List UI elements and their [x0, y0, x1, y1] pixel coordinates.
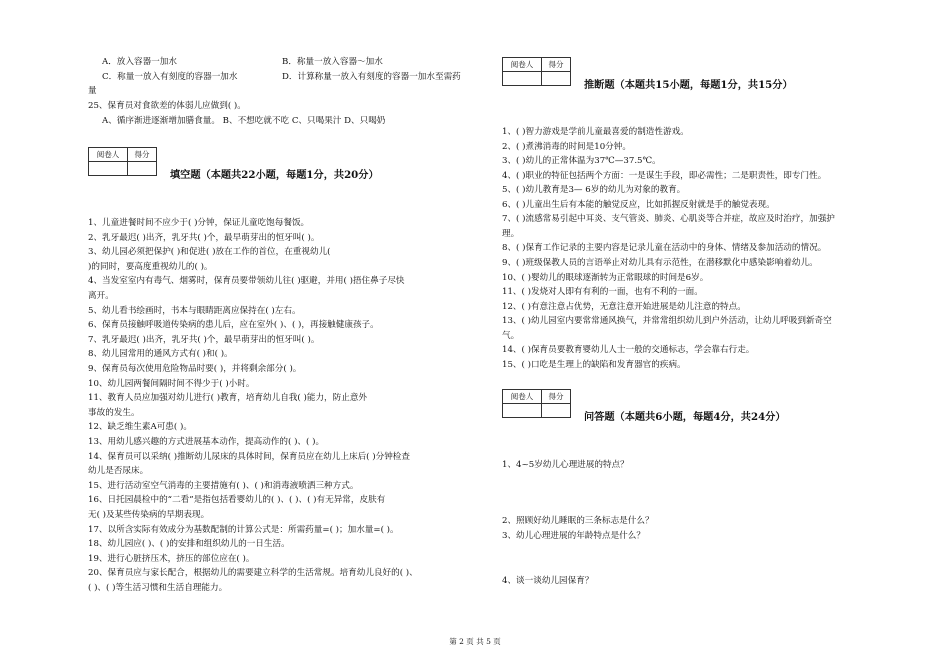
qa-question-1: 1、4~5岁幼儿心理进展的特点？	[502, 460, 629, 470]
score-points-label: 得分	[542, 58, 571, 72]
qa-question-3: 3、幼儿心理进展的年龄特点是什么？	[502, 531, 645, 541]
option-d: D．计算称量一放入有刻度的容器一加水至需药	[282, 72, 461, 82]
judge-question-line: 2、( )煮沸消毒的时间是10分钟。	[502, 141, 631, 152]
fill-question-line: 14、保育员可以采纳( )推断幼儿尿床的具体时间，保育员应在幼儿上床后( )分钟检查	[88, 451, 410, 462]
judge-question-line: 1、( )智力游戏是学前儿童最喜爱的制造性游戏。	[502, 127, 689, 137]
fill-question-line: 8、幼儿园常用的通风方式有( )和( )。	[88, 349, 233, 360]
judge-question-line: 理。	[502, 228, 520, 239]
fill-section-title: 填空题（本题共22小题，每题1分，共20分）	[170, 169, 379, 181]
fill-question-line: 事故的发生。	[88, 407, 140, 418]
fill-question-line: 10、幼儿园两餐间隔时间不得少于( )小时。	[88, 378, 255, 389]
judge-question-line: 14、( )保育员要教育婴幼儿人士一般的交通标志，学会靠右行走。	[502, 345, 755, 356]
score-reviewer-label: 阅卷人	[503, 390, 542, 404]
qa-question-2: 2、照顾好幼儿睡眠的三条标志是什么？	[502, 516, 654, 526]
option-c: C．称量一放入有刻度的容器一加水	[102, 72, 238, 82]
fill-question-line: 9、保育员每次使用危险物品时要( )，并将剩余部分( )。	[88, 364, 302, 374]
fill-question-line: 12、缺乏维生素A可患( )。	[88, 422, 192, 433]
fill-question-line: )的同时，要高度重视幼儿的( )。	[88, 261, 213, 272]
score-reviewer-label: 阅卷人	[503, 58, 542, 72]
fill-question-line: 离开。	[88, 291, 114, 301]
fill-question-line: 2、乳牙最迟( )出齐，乳牙共( )个，最早萌芽出的恒牙叫( )。	[88, 232, 320, 243]
fill-question-line: 16、日托园晨检中的“二看”是指包括看婴幼儿的( )、( )、( )有无异常，皮肤有	[88, 495, 386, 506]
fill-question-line: 幼儿是否尿床。	[88, 466, 149, 477]
judge-question-line: 11、( )发烧对人即有有利的一面，也有不利的一面。	[502, 287, 703, 298]
judge-question-line: 7、( )流感常易引起中耳炎、支气管炎、肺炎、心肌炎等合并症，故应及时治疗，加强护	[502, 214, 835, 225]
page-footer: 第 2 页 共 5 页	[449, 637, 501, 646]
judge-question-line: 15、( )口吃是生理上的缺陷和发育器官的疾病。	[502, 359, 686, 370]
fill-question-line: 1、儿童进餐时间不应少于( )分钟，保证儿童吃饱每餐饭。	[88, 218, 310, 228]
fill-question-line: 13、用幼儿感兴趣的方式进展基本动作，提高动作的( )、( )。	[88, 437, 325, 447]
fill-question-line: 18、幼儿园应( )、( )的安排和组织幼儿的一日生活。	[88, 539, 290, 550]
judge-question-line: 8、( )保育工作记录的主要内容是记录儿童在活动中的身体、情绪及参加活动的情况。	[502, 243, 827, 254]
fill-question-line: 11、教育人员应加强对幼儿进行( )教育，培育幼儿自我( )能力，防止意外	[88, 393, 368, 404]
judge-question-line: 13、( )幼儿园室内要常常通风换气，并常常组织幼儿到户外活动，让幼儿呼吸到新奇空	[502, 316, 832, 327]
score-points-label: 得分	[542, 390, 571, 404]
qa-section-title: 问答题（本题共6小题，每题4分，共24分）	[584, 411, 786, 423]
fill-question-line: 15、进行活动室空气消毒的主要措施有( )、( )和消毒液喷洒三种方式。	[88, 480, 359, 491]
option-b: B．称量一放入容器～加水	[282, 57, 383, 67]
judge-score-box	[502, 57, 571, 86]
judge-question-line: 4、( )职业的特征包括两个方面：一是谋生手段，即必需性；二是职责性，即专门性。	[502, 170, 827, 181]
fill-question-line: 4、当发室室内有毒气、烟雾时，保育员要带领幼儿往( )驱避，并用( )捂住鼻子尽快	[88, 276, 405, 287]
question-25-options: A、循序渐进逐渐增加膳食量。 B、不想吃就不吃 C、只喝果汁 D、只喝奶	[102, 116, 386, 126]
judge-question-line: 5、( )幼儿教育是3— 6岁的幼儿为对象的教育。	[502, 185, 686, 196]
fill-question-line: 6、保育员接触呼吸道传染病的患儿后，应在室外( )、( )，再接触健康孩子。	[88, 320, 379, 331]
fill-question-line: 无( )及某些传染病的早期表现。	[88, 510, 210, 520]
option-d-continued: 量	[88, 86, 97, 96]
option-a: A．放入容器一加水	[102, 57, 177, 67]
question-25: 25、保育员对食欲差的体弱儿应做到( )。	[88, 101, 246, 111]
judge-question-line: 10、( )婴幼儿的眼球逐渐转为正常眼球的时间是6岁。	[502, 272, 709, 283]
fill-question-line: 5、幼儿看书绘画时，书本与眼睛距离应保持在( )左右。	[88, 305, 301, 316]
qa-question-4: 4、谈一谈幼儿园保育？	[502, 576, 594, 586]
fill-score-box	[88, 147, 157, 176]
judge-question-line: 3、( )幼儿的正常体温为37℃—37.5℃。	[502, 156, 661, 167]
fill-question-line: 3、幼儿园必须把保护( )和促进( )放在工作的首位，在重视幼儿(	[88, 247, 331, 258]
judge-question-line: 6、( )儿童出生后有本能的触觉反应，比如抓握反射就是手的触觉表现。	[502, 199, 775, 210]
fill-question-line: 17、以所含实际有效成分为基数配制的计算公式是：所需药量=( )；加水量=( )。	[88, 524, 399, 535]
qa-score-box	[502, 389, 571, 418]
fill-question-line: ( )、( )等生活习惯和生活自理能力。	[88, 583, 228, 593]
judge-question-line: 气。	[502, 330, 520, 341]
judge-section-title: 推断题（本题共15小题，每题1分，共15分）	[584, 79, 793, 91]
fill-question-line: 20、保育员应与家长配合，根据幼儿的需要建立科学的生活常规。培育幼儿良好的( )、	[88, 568, 418, 579]
fill-question-line: 7、乳牙最迟( )出齐，乳牙共( )个，最早萌芽出的恒牙叫( )。	[88, 334, 320, 345]
judge-question-line: 12、( )有意注意占优势，无意注意开始进展是幼儿注意的特点。	[502, 301, 746, 312]
judge-question-line: 9、( )班级保教人员的言语举止对幼儿具有示范性，在潜移默化中感染影响着幼儿。	[502, 257, 818, 268]
score-reviewer-label: 阅卷人	[89, 148, 128, 162]
score-points-label: 得分	[128, 148, 157, 162]
fill-question-line: 19、进行心脏挤压术，挤压的部位应在( )。	[88, 553, 255, 564]
